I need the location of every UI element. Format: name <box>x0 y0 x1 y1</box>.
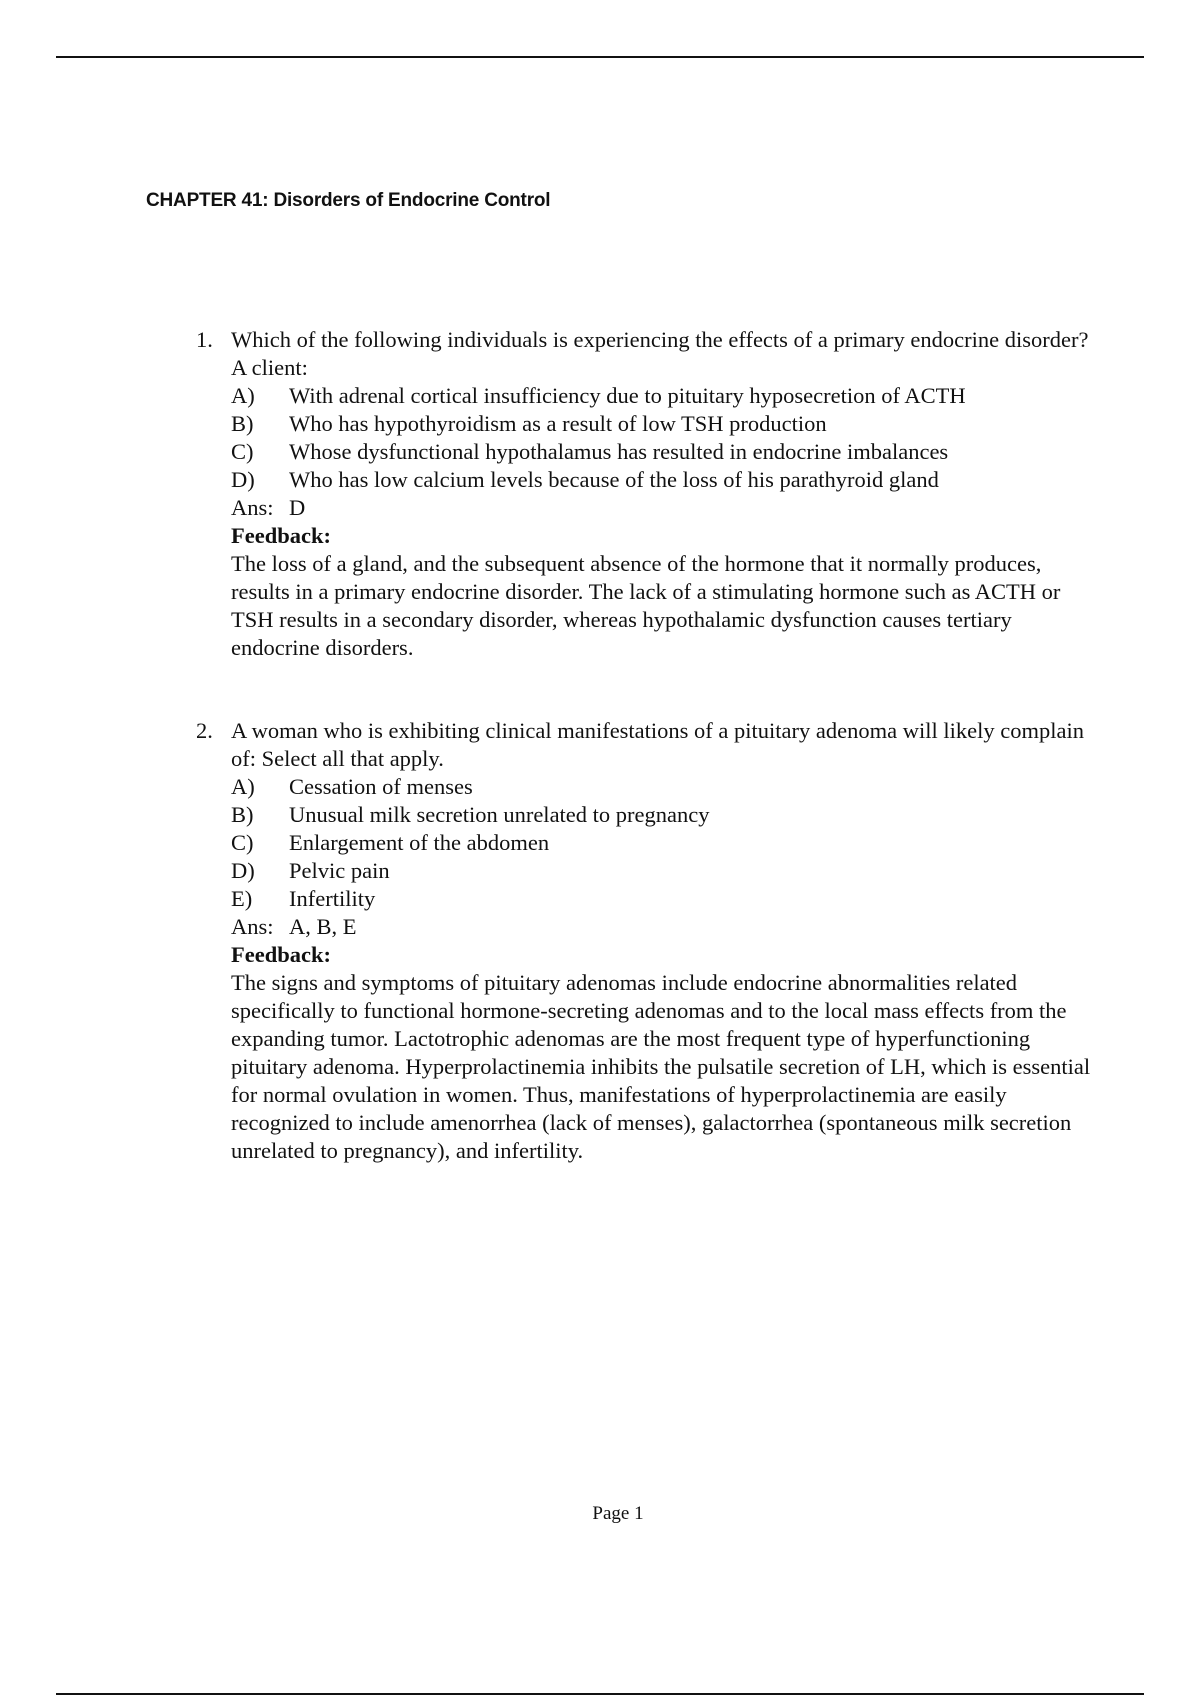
feedback-heading: Feedback: <box>231 942 331 967</box>
option-letter: A) <box>231 383 255 408</box>
option-text: Enlargement of the abdomen <box>289 830 550 855</box>
option-text: Unusual milk secretion unrelated to pregnancy <box>289 802 710 827</box>
option-letter: C) <box>231 439 254 464</box>
top-rule <box>56 56 1144 58</box>
page-number: Page 1 <box>592 1503 644 1524</box>
answer-label: Ans: <box>231 495 274 520</box>
question-stem: Which of the following individuals is experiencing the effects of a primary endocrine disorder? A client: <box>231 327 1089 380</box>
bottom-rule <box>56 1693 1144 1695</box>
question-stem: A woman who is exhibiting clinical manifestations of a pituitary adenoma will likely complain of: Select all that apply. <box>231 718 1084 771</box>
option-text: Who has hypothyroidism as a result of low TSH production <box>289 411 827 436</box>
option-c <box>231 829 1096 857</box>
option-b <box>231 410 1096 438</box>
option-text: With adrenal cortical insufficiency due to pituitary hyposecretion of ACTH <box>289 383 966 408</box>
answer-row <box>231 494 1096 522</box>
answer-label: Ans: <box>231 914 274 939</box>
option-a <box>231 773 1096 801</box>
option-letter: C) <box>231 830 254 855</box>
option-text: Whose dysfunctional hypothalamus has resulted in endocrine imbalances <box>289 439 949 464</box>
option-e <box>231 885 1096 913</box>
option-text: Pelvic pain <box>289 858 390 883</box>
option-letter: B) <box>231 802 254 827</box>
feedback-heading: Feedback: <box>231 523 331 548</box>
answer-row <box>231 913 1096 941</box>
option-c <box>231 438 1096 466</box>
option-text: Cessation of menses <box>289 774 473 799</box>
option-letter: B) <box>231 411 254 436</box>
answer-value: A, B, E <box>289 914 357 939</box>
option-b <box>231 801 1096 829</box>
option-a <box>231 382 1096 410</box>
answer-value: D <box>289 495 306 520</box>
feedback-text: The signs and symptoms of pituitary adenomas include endocrine abnormalities related specifically to functional hormone-secreting adenomas and to the local mass effects from the expanding tumor. Lactotrophic adenomas are the most frequent type of hyperfunctioning pituitary adenoma. Hyperprolactinemia inhibits the pulsatile secretion of LH, which is essential for normal ovulation in women. Thus, manifestations of hyperprolactinemia are easily recognized to include amenorrhea (lack of menses), galactorrhea (spontaneous milk secretion unrelated to pregnancy), and infertility. <box>231 970 1091 1163</box>
question-number: 1. <box>196 327 213 352</box>
option-text: Who has low calcium levels because of the loss of his parathyroid gland <box>289 467 939 492</box>
chapter-title: CHAPTER 41: Disorders of Endocrine Control <box>146 190 551 211</box>
option-d <box>231 466 1096 494</box>
option-letter: A) <box>231 774 255 799</box>
option-letter: E) <box>231 886 253 911</box>
option-letter: D) <box>231 467 255 492</box>
option-letter: D) <box>231 858 255 883</box>
question-number: 2. <box>196 718 213 743</box>
option-d <box>231 857 1096 885</box>
feedback-text: The loss of a gland, and the subsequent absence of the hormone that it normally produces, results in a primary endocrine disorder. The lack of a stimulating hormone such as ACTH or TSH results in a secondary disorder, whereas hypothalamic dysfunction causes tertiary endocrine disorders. <box>231 551 1061 660</box>
option-text: Infertility <box>289 886 376 911</box>
question-1 <box>196 326 1096 662</box>
question-2 <box>196 717 1096 1165</box>
